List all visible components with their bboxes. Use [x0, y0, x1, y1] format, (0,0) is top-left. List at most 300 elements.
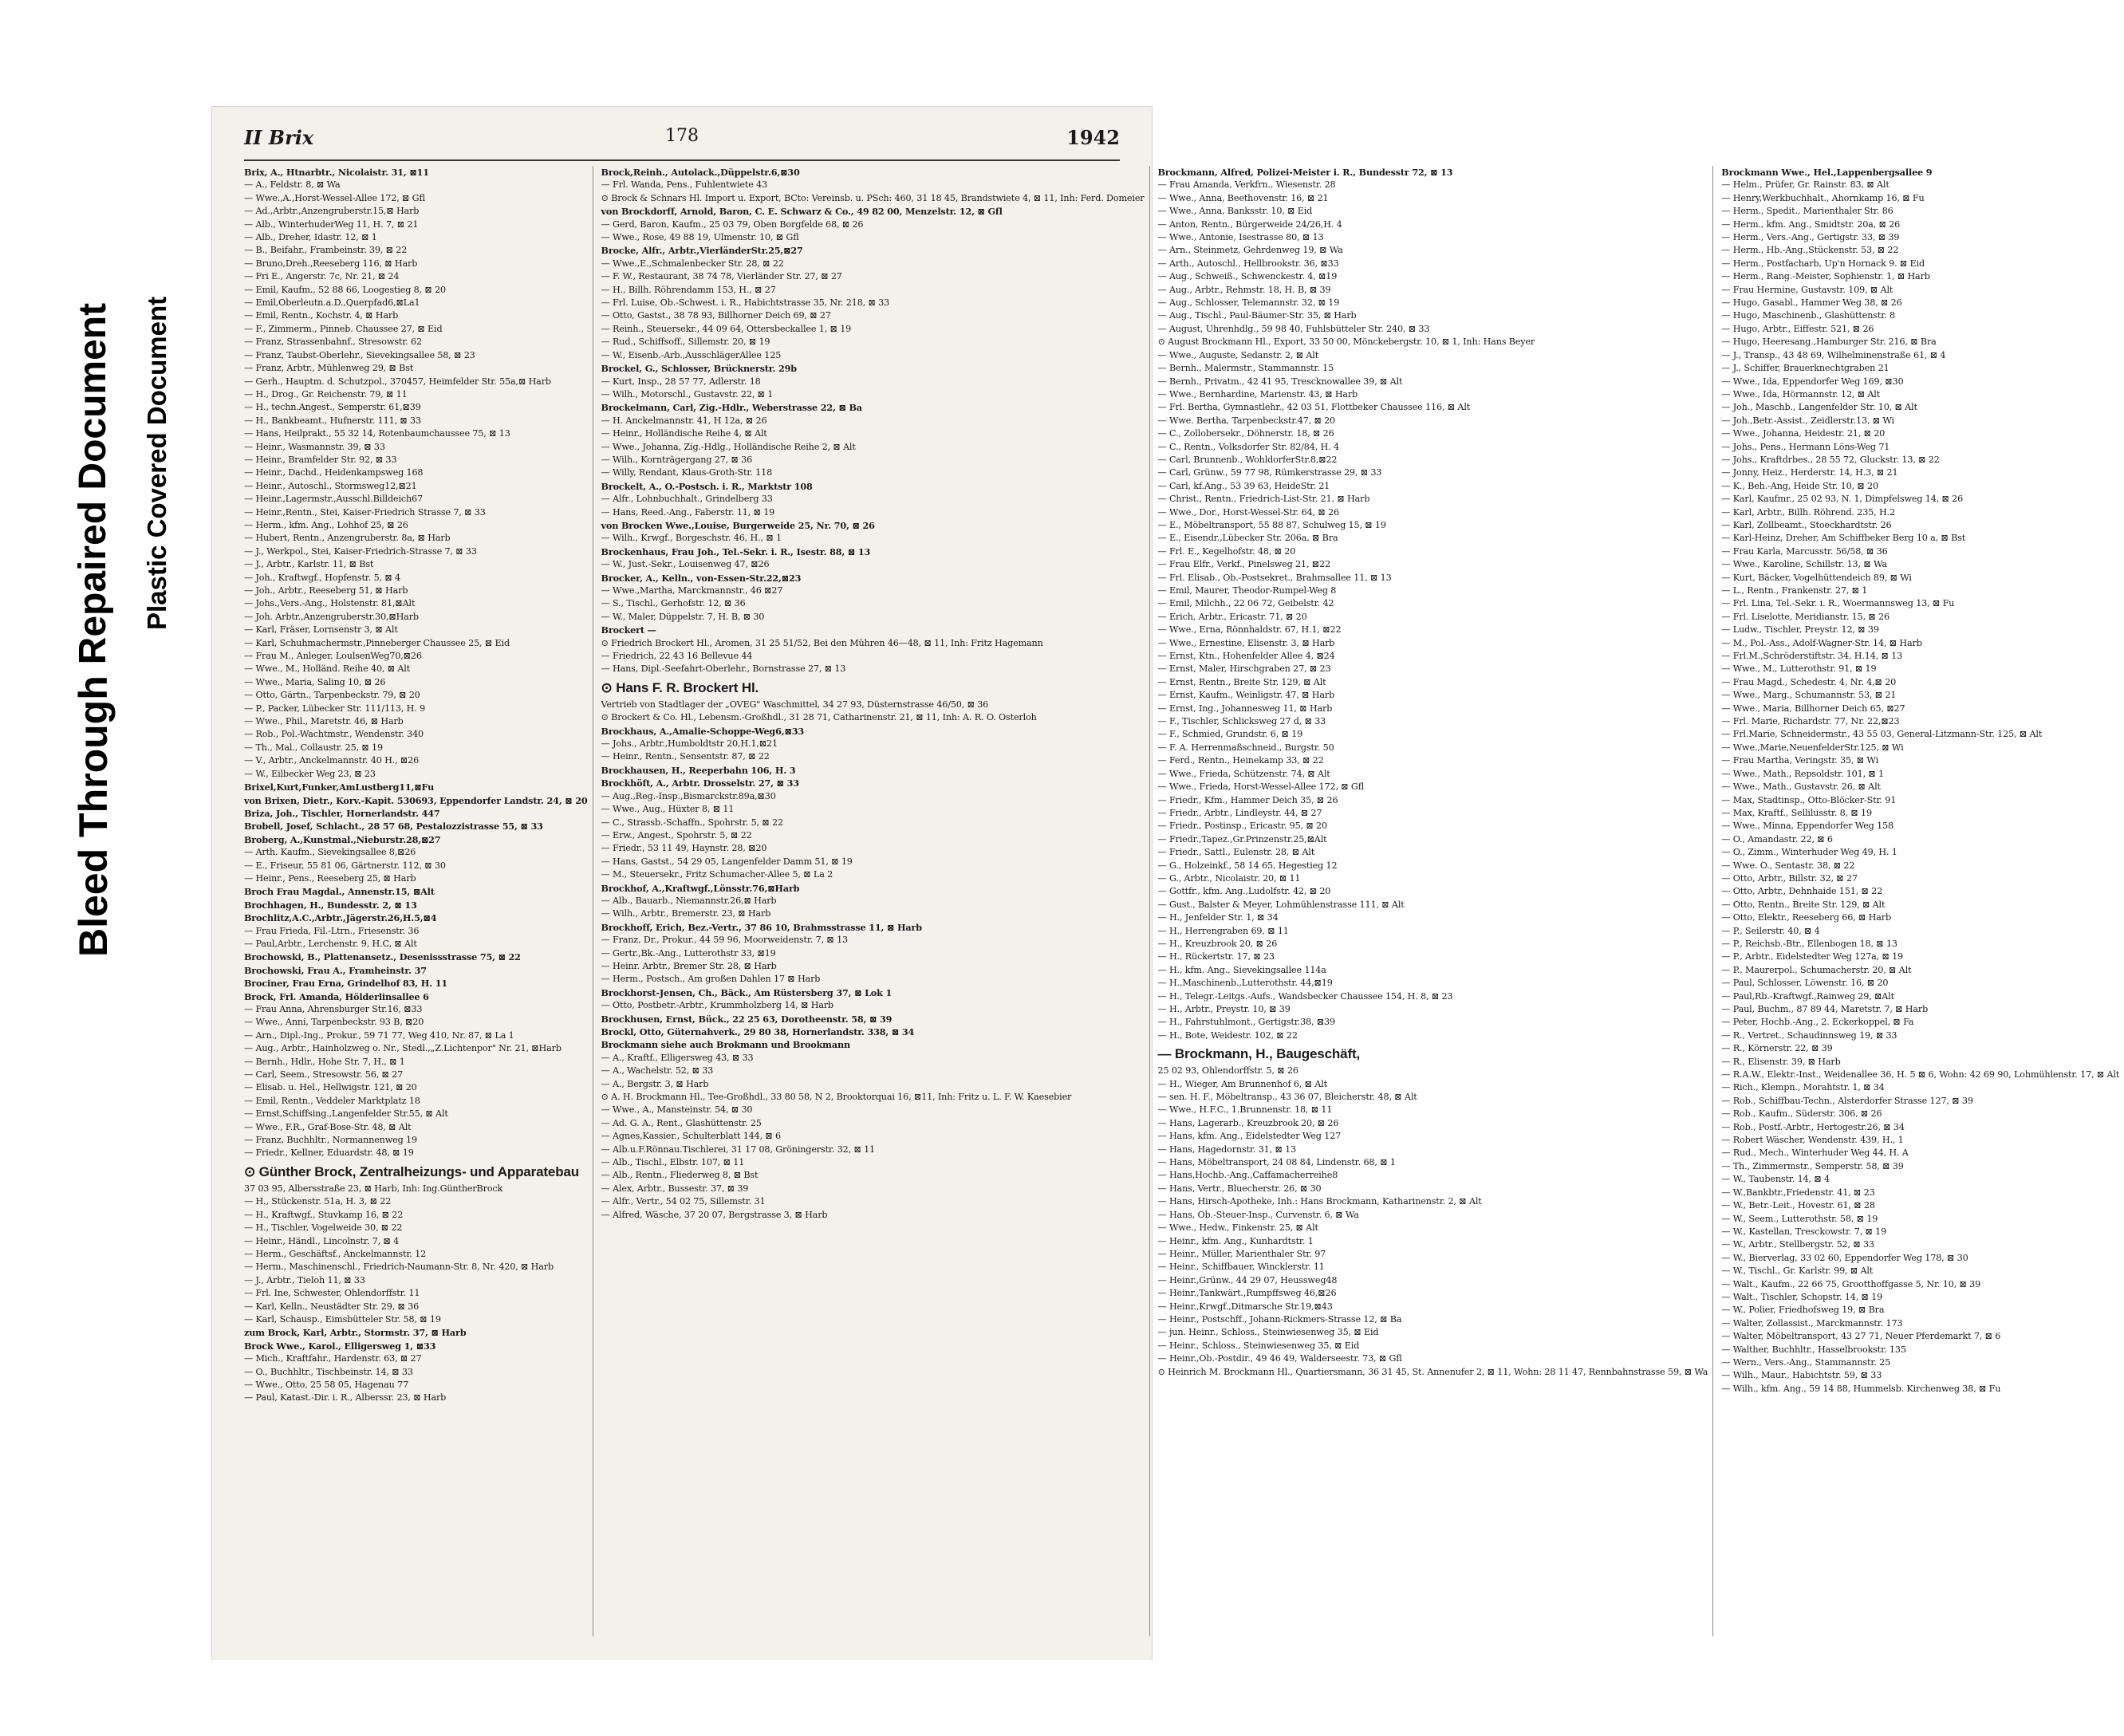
directory-entry: — Max, Stadtinsp., Otto-Blöcker-Str. 91: [1721, 794, 1897, 805]
directory-entry: von Brockdorff, Arnold, Baron, C. E. Schwarz & Co., 49 82 00, Menzelstr. 12, ⊠ Gfl: [601, 206, 1003, 218]
directory-entry: — P., Arbtr., Eidelstedter Weg 127a, ⊠ 19: [1721, 951, 1904, 962]
directory-entry: — Hugo, Heeresang.,Hamburger Str. 216, ⊠ Bra: [1721, 337, 1937, 348]
directory-entry: — Heinr., Schloss., Steinwiesenweg 35, ⊠ Eid: [1157, 1340, 1360, 1351]
directory-entry: — Elisab. u. Hel., Hellwigstr. 121, ⊠ 20: [244, 1082, 417, 1093]
directory-entry: — C., Strassb.-Schaffn., Spohrstr. 5, ⊠ 22: [601, 817, 783, 828]
directory-entry: — C., Zollobersekr., Döhnerstr. 18, ⊠ 26: [1157, 428, 1334, 439]
directory-entry: — Wwe.,E.,Schmalenbecker Str. 28, ⊠ 22: [601, 258, 784, 269]
directory-entry: — Anton, Rentn., Bürgerweide 24/26,H. 4: [1157, 218, 1342, 230]
directory-entry: — J., Arbtr., Tieloh 11, ⊠ 33: [244, 1274, 365, 1285]
directory-entry: — Aug.,Reg.-Insp.,Bismarckstr.89a,⊠30: [601, 790, 776, 801]
directory-entry: — H., Herrengraben 69, ⊠ 11: [1157, 925, 1289, 936]
directory-entry: ⊙ August Brockmann Hl., Export, 33 50 00, Mönckebergstr. 10, ⊠ 1, Inh: Hans Beyer: [1157, 337, 1535, 348]
directory-entry: — Joh.,Betr.-Assist., Zeidlerstr.13, ⊠ Wi: [1721, 415, 1894, 426]
directory-entry: — Heinr., Händl., Lincolnstr. 7, ⊠ 4: [244, 1235, 400, 1246]
directory-entry: — Hugo, Gasabl., Hammer Weg 38, ⊠ 26: [1721, 297, 1902, 309]
directory-entry: — Joh., Arbtr., Reeseberg 51, ⊠ Harb: [244, 585, 408, 596]
directory-entry: — Wwe., Auguste, Sedanstr. 2, ⊠ Alt: [1157, 349, 1319, 360]
directory-entry: Brockhaus, A.,Amalie-Schoppe-Weg6,⊠33: [601, 725, 804, 737]
header-year: 1942: [1066, 126, 1120, 149]
directory-entry: — Rich., Klempn., Morahtstr. 1, ⊠ 34: [1721, 1082, 1885, 1093]
directory-entry: Brock Wwe., Karol., Elligersweg 1, ⊠33: [244, 1340, 436, 1352]
directory-entry: — Heinr., Dachd., Heidenkampsweg 168: [244, 467, 424, 478]
directory-entry: — O., Zimm., Winterhuder Weg 49, H. 1: [1721, 847, 1897, 858]
directory-entry: — Wwe., Anni, Tarpenbeckstr. 93 B, ⊠20: [244, 1017, 424, 1028]
bleed-through-label: [70, 239, 116, 957]
directory-entry: — Emil, Kaufm., 52 88 66, Loogestieg 8, ⊠ 20: [244, 284, 447, 295]
directory-entry: — E., Friseur, 55 81 06, Gärtnerstr. 112, ⊠ 30: [244, 860, 446, 871]
directory-entry: — Heinr., Bramfelder Str. 92, ⊠ 33: [244, 454, 397, 465]
directory-entry: — H., Stückenstr. 51a, H. 3, ⊠ 22: [244, 1196, 392, 1207]
directory-entry: — W., Seem., Lutterothstr. 58, ⊠ 19: [1721, 1213, 1878, 1224]
directory-entry: — P., Seilerstr. 40, ⊠ 4: [1721, 925, 1820, 936]
column-3: [1158, 166, 1714, 1636]
directory-entry: — Franz, Buchhltr., Normannenweg 19: [244, 1135, 417, 1146]
directory-entry: — J., Arbtr., Karlstr. 11, ⊠ Bst: [244, 559, 374, 570]
directory-entry: — Karl, Arbtr., Billh. Röhrend. 235, H.2: [1721, 506, 1895, 518]
directory-entry: — Walter, Zollassist., Marckmannstr. 173: [1721, 1317, 1903, 1329]
directory-entry: — Emil, Maurer, Theodor-Rumpel-Weg 8: [1157, 585, 1337, 596]
directory-entry: — Wilh., Motorschl., Gustavstr. 22, ⊠ 1: [601, 388, 774, 400]
directory-entry: — Wwe., Ida, Hörmannstr. 12, ⊠ Alt: [1721, 388, 1881, 400]
directory-entry: — J., Werkpol., Stei, Kaiser-Friedrich-Strasse 7, ⊠ 33: [244, 545, 477, 557]
directory-entry: Brockhusen, Ernst, Bück., 22 25 63, Dorotheenstr. 58, ⊠ 39: [601, 1013, 893, 1025]
directory-entry: — Max, Kraftf., Sellilusstr. 8, ⊠ 19: [1721, 807, 1872, 818]
directory-entry: — Emil,Oberleutn.a.D.,Querpfad6,⊠La1: [244, 297, 420, 309]
directory-entry: — Herm., Vers.-Ang., Gertigstr. 33, ⊠ 39: [1721, 232, 1900, 243]
directory-entry: — Frau Karla, Marcusstr. 56/58, ⊠ 36: [1721, 545, 1888, 557]
directory-entry: — Heinr., Pens., Reeseberg 25, ⊠ Harb: [244, 872, 416, 884]
directory-entry: Broch Frau Magdal., Annenstr.15, ⊠Alt: [244, 886, 435, 898]
directory-entry: — W.,Bankbtr.,Friedenstr. 41, ⊠ 23: [1721, 1187, 1875, 1198]
directory-entry: — S., Tischl., Gerhofstr. 12, ⊠ 36: [601, 598, 746, 609]
directory-entry: Brockmann, Alfred, Polizei-Meister i. R., Bundesstr 72, ⊠ 13: [1157, 167, 1453, 178]
directory-entry: — M., Pol.-Ass., Adolf-Wagner-Str. 14, ⊠ Harb: [1721, 637, 1922, 648]
directory-entry: ⊙ Friedrich Brockert Hl., Aromen, 31 25 51/52, Bei den Mühren 46—48, ⊠ 11, Inh: Fritz Hagemann: [601, 637, 1043, 648]
directory-entry: — F., Schmied, Grundstr. 6, ⊠ 19: [1157, 729, 1303, 740]
directory-entry: — Friedr., Kellner, Eduardstr. 48, ⊠ 19: [244, 1147, 414, 1159]
directory-entry: — Alex, Arbtr., Bussestr. 37, ⊠ 39: [601, 1183, 749, 1194]
directory-entry: — Heinr., Holländische Reihe 4, ⊠ Alt: [601, 428, 767, 439]
directory-entry: — Bruno,Dreh.,Reeseberg 116, ⊠ Harb: [244, 258, 418, 269]
directory-entry: — E., Möbeltransport, 55 88 87, Schulweg 15, ⊠ 19: [1157, 519, 1386, 530]
directory-entry: — Johs., Arbtr.,Humboldtstr 20,H.1,⊠21: [601, 738, 778, 750]
directory-entry: Brock,Reinh., Autolack.,Düppelstr.6,⊠30: [601, 167, 800, 178]
directory-entry: — Otto, Gastst., 38 78 93, Billhorner Deich 69, ⊠ 27: [601, 310, 831, 321]
directory-entry: — Heinr., Wasmannstr. 39, ⊠ 33: [244, 441, 385, 452]
directory-entry: — E., Eisendr.,Lübecker Str. 206a, ⊠ Bra: [1157, 533, 1338, 544]
directory-entry: — Herm., Hb.-Ang.,Stückenstr. 53, ⊠ 22: [1721, 245, 1899, 256]
directory-entry: — Wwe., Maria, Billhorner Deich 65, ⊠27: [1721, 703, 1905, 714]
directory-entry: — Franz, Arbtr., Mühlenweg 29, ⊠ Bst: [244, 363, 414, 374]
directory-entry: — Heinr., kfm. Ang., Kunhardtstr. 1: [1157, 1235, 1314, 1246]
directory-entry: — H., kfm. Ang., Sievekingsallee 114a: [1157, 964, 1326, 975]
directory-entry: — Herm., Postsch., Am großen Dahlen 17 ⊠ Harb: [601, 974, 821, 985]
directory-entry: — Alfred, Wäsche, 37 20 07, Bergstrasse 3, ⊠ Harb: [601, 1209, 828, 1220]
directory-entry: — Heinr., Schiffbauer, Wincklerstr. 11: [1157, 1262, 1325, 1273]
directory-entry: — Rud., Mech., Winterhuder Weg 44, H. A: [1721, 1147, 1909, 1159]
directory-entry: Brockmann siehe auch Brokmann und Brookmann: [601, 1039, 850, 1051]
directory-entry: von Brocken Wwe.,Louise, Burgerweide 25, Nr. 70, ⊠ 26: [601, 519, 875, 531]
directory-entry: — Johs., Pens., Hermann Löns-Weg 71: [1721, 441, 1890, 452]
directory-entry: — Hans, Hagedornstr. 31, ⊠ 13: [1157, 1144, 1297, 1155]
directory-entry: — Frau Anna, Ahrensburger Str.16, ⊠33: [244, 1004, 423, 1014]
directory-entry: — H. Anckelmannstr. 41, H 12a, ⊠ 26: [601, 415, 767, 426]
directory-entry: zum Brock, Karl, Arbtr., Stormstr. 37, ⊠ Harb: [244, 1327, 467, 1339]
directory-entry: — Heinr.,Krwgf.,Ditmarsche Str.19,⊠43: [1157, 1301, 1333, 1312]
directory-entry: — Otto, Gärtn., Tarpenbeckstr. 79, ⊠ 20: [244, 690, 420, 701]
directory-entry: — Herm., kfm. Ang., Smidtstr. 20a, ⊠ 26: [1721, 218, 1901, 230]
directory-entry: — H., techn.Angest., Semperstr. 61,⊠39: [244, 402, 421, 413]
directory-entry: — Frl. Marie, Richardstr. 77, Nr. 22,⊠23: [1721, 716, 1900, 727]
directory-entry: — R., Elisenstr. 39, ⊠ Harb: [1721, 1056, 1841, 1067]
directory-entry: — Wwe., Minna, Eppendorfer Weg 158: [1721, 821, 1894, 832]
directory-entry: Brochowski, Frau A., Framheinstr. 37: [244, 964, 427, 976]
directory-entry: — Gerd, Baron, Kaufm., 25 03 79, Oben Borgfelde 68, ⊠ 26: [601, 218, 864, 230]
directory-entry: — Joh., Kraftwgf., Hopfenstr. 5, ⊠ 4: [244, 572, 400, 583]
directory-entry: ⊙ Heinrich M. Brockmann Hl., Quartiersmann, 36 31 45, St. Annenufer 2, ⊠ 11, Wohn: 28 11 47, Rennbahnstrasse 59, ⊠ Wa: [1157, 1366, 1708, 1377]
directory-entry: — Rob., Pol.-Wachtmstr., Wendenstr. 340: [244, 729, 424, 740]
directory-entry: Brockhorst-Jensen, Ch., Bäck., Am Rüstersberg 37, ⊠ Lok 1: [601, 986, 893, 998]
directory-entry: Brochowski, B., Plattenansetz., Desenissstrasse 75, ⊠ 22: [244, 951, 521, 963]
directory-entry: — Wwe., Ernestine, Elisenstr. 3, ⊠ Harb: [1157, 637, 1335, 648]
directory-entry: — Frl.M.,Schröderstiftstr. 34, H.14, ⊠ 13: [1721, 651, 1903, 662]
directory-entry: — Alfr., Lohnbuchhalt., Grindelberg 33: [601, 494, 773, 505]
directory-entry: — M., Steuersekr., Fritz Schumacher-Allee 5, ⊠ La 2: [601, 869, 833, 880]
directory-entry: — Arn., Dipl.-Ing., Prokur., 59 71 77, Weg 410, Nr. 87, ⊠ La 1: [244, 1029, 514, 1041]
directory-entry: — Alb., WinterhuderWeg 11, H. 7, ⊠ 21: [244, 218, 419, 230]
directory-entry: Brobell, Josef, Schlacht., 28 57 68, Pestalozzistrasse 55, ⊠ 33: [244, 821, 543, 833]
directory-entry: — Gerh., Hauptm. d. Schutzpol., 370457, Heimfelder Str. 55a,⊠ Harb: [244, 376, 551, 387]
directory-entry: — F. W., Restaurant, 38 74 78, Vierländer Str. 27, ⊠ 27: [601, 271, 842, 282]
directory-entry: — Herm., kfm. Ang., Lohhof 25, ⊠ 26: [244, 519, 408, 530]
directory-entry: — Frl. Wanda, Pens., Fuhlentwiete 43: [601, 179, 768, 191]
directory-entry: — Wwe., Frieda, Horst-Wessel-Allee 172, ⊠ Gfl: [1157, 781, 1365, 793]
directory-entry: — Wwe., Rose, 49 88 19, Ulmenstr. 10, ⊠ Gfl: [601, 232, 799, 243]
directory-entry: — W., Tischl., Gr. Karlstr. 99, ⊠ Alt: [1721, 1266, 1874, 1277]
directory-entry: — Joh. Arbtr.,Anzengruberstr.30,⊠Harb: [244, 611, 419, 622]
directory-entry: — Wwe., Maria, Saling 10, ⊠ 26: [244, 676, 386, 687]
directory-entry: — Wwe., Karoline, Schillstr. 13, ⊠ Wa: [1721, 559, 1887, 570]
directory-entry: — Wwe., Math., Gustavstr. 26, ⊠ Alt: [1721, 781, 1881, 793]
directory-entry: — Arn., Steinmetz, Gehrdenweg 19, ⊠ Wa: [1157, 245, 1343, 256]
directory-entry: — Agnes,Kassier., Schulterblatt 144, ⊠ 6: [601, 1131, 782, 1142]
directory-entry: — Karl, Kelln., Neustädter Str. 29, ⊠ 36: [244, 1301, 420, 1312]
directory-entry: — Heinr. Arbtr., Bremer Str. 28, ⊠ Harb: [601, 960, 777, 971]
directory-entry: — Emil, Rentn., Kochstr. 4, ⊠ Harb: [244, 310, 399, 321]
directory-entry: — Franz, Dr., Prokur., 44 59 96, Moorweidenstr. 7, ⊠ 13: [601, 935, 849, 946]
directory-entry: — F., Tischler, Schlicksweg 27 d, ⊠ 33: [1157, 716, 1326, 727]
directory-entry: — W., Polier, Friedhofsweg 19, ⊠ Bra: [1721, 1305, 1885, 1316]
directory-entry: — Herm., Spedit., Marienthaler Str. 86: [1721, 206, 1893, 217]
directory-entry: — W., Eisenb.-Arb.,AusschlägerAllee 125: [601, 349, 782, 360]
directory-entry: — H., Fahrstuhlmont., Gertigstr.38, ⊠39: [1157, 1017, 1335, 1028]
page-header: [244, 126, 1120, 158]
directory-entry: — Aug., Arbtr., Hainholzweg o. Nr., Stedl.,„Z.Lichtenpor" Nr. 21, ⊠Harb: [244, 1043, 562, 1054]
directory-entry: — Paul, Buchm., 87 89 44, Maretstr. 7, ⊠ Harb: [1721, 1004, 1929, 1014]
directory-entry: — Wwe., Erna, Rönnhaldstr. 67, H.1, ⊠22: [1157, 624, 1342, 636]
directory-entry: ⊙ Günther Brock, Zentralheizungs- und Apparatebau: [244, 1163, 579, 1179]
directory-entry: ⊙ Brock & Schnars Hl. Import u. Export, BCto: Vereinsb. u. PSch: 460, 31 18 45, Brandstwiete 4, ⊠ 11, Inh: Ferd. Domeier: [601, 192, 1145, 203]
directory-entry: — Ludw., Tischler, Preystr. 12, ⊠ 39: [1721, 624, 1879, 636]
directory-entry: — Gertr.,Bk.-Ang., Lutterothstr 33, ⊠19: [601, 947, 776, 959]
directory-entry: — P., Reichsb.-Btr., Ellenbogen 18, ⊠ 13: [1721, 938, 1897, 949]
directory-entry: — Wwe., Anna, Beethovenstr. 16, ⊠ 21: [1157, 192, 1329, 203]
directory-entry: — Friedr., Arbtr., Lindleystr. 44, ⊠ 27: [1157, 807, 1322, 818]
directory-entry: — J., Schiffer, Brauerknechtgraben 21: [1721, 363, 1890, 374]
directory-entry: — Wwe., F.R., Graf-Bose-Str. 48, ⊠ Alt: [244, 1121, 412, 1132]
directory-entry: — Alfr., Vertr., 54 02 75, Sillemstr. 31: [601, 1196, 766, 1207]
directory-entry: — W., Betr.-Leit., Hovestr. 61, ⊠ 28: [1721, 1200, 1875, 1211]
directory-entry: — Herm., Postfacharb, Up'n Hornack 9. ⊠ Eid: [1721, 258, 1925, 269]
directory-entry: — Erw., Angest., Spohrstr. 5, ⊠ 22: [601, 829, 752, 840]
directory-entry: — Hans, kfm. Ang., Eidelstedter Weg 127: [1157, 1131, 1342, 1142]
directory-entry: — Heinr.,Lagermstr.,Ausschl.Billdeich67: [244, 494, 423, 505]
directory-entry: — Wwe., H.F.C., 1.Brunnenstr. 18, ⊠ 11: [1157, 1104, 1333, 1116]
directory-entry: — Ferd., Rentn., Heinekamp 33, ⊠ 22: [1157, 755, 1324, 766]
directory-entry: — Friedr., 53 11 49, Haynstr. 28, ⊠20: [601, 843, 767, 854]
directory-entry: — Herm., Rang.-Meister, Sophienstr. 1, ⊠ Harb: [1721, 271, 1930, 282]
directory-entry: — Hugo, Maschinenb., Glashüttenstr. 8: [1721, 310, 1895, 321]
directory-entry: — Wern., Vers.-Ang., Stammannstr. 25: [1721, 1356, 1891, 1368]
directory-entry: — Henry,Werkbuchhalt., Ahornkamp 16, ⊠ Fu: [1721, 192, 1925, 203]
directory-entry: — Franz, Strassenbahnf., Stresowstr. 62: [244, 337, 422, 348]
directory-entry: — Wwe.,Marie,NeuenfelderStr.125, ⊠ Wi: [1721, 742, 1904, 753]
directory-entry: — Hans, Möbeltransport, 24 08 84, Lindenstr. 68, ⊠ 1: [1157, 1157, 1396, 1168]
directory-entry: — Frau Elfr., Verkf., Pinelsweg 21, ⊠22: [1157, 559, 1330, 570]
directory-entry: — B., Beifahr., Frambeinstr. 39, ⊠ 22: [244, 245, 408, 256]
directory-entry: — Paul, Katast.-Dir. i. R., Alberssr. 23, ⊠ Harb: [244, 1392, 447, 1403]
directory-entry: Brockmann Wwe., Hel.,Lappenbergsallee 9: [1721, 167, 1933, 178]
directory-entry: — H., Jenfelder Str. 1, ⊠ 34: [1157, 912, 1279, 923]
directory-entry: — Mich., Kraftfahr., Hardenstr. 63, ⊠ 27: [244, 1353, 422, 1364]
header-rule: [244, 159, 1120, 161]
directory-entry: ⊙ Brockert & Co. Hl., Lebensm.-Großhdl., 31 28 71, Catharinenstr. 21, ⊠ 11, Inh: A. R. O. Osterloh: [601, 712, 1037, 723]
directory-entry: — F. A. Herrenmaßschneid., Burgstr. 50: [1157, 742, 1334, 753]
directory-entry: — Wwe. Bertha, Tarpenbeckstr.47, ⊠ 20: [1157, 415, 1336, 426]
directory-entry: — Aug., Schweiß., Schwenckestr. 4, ⊠19: [1157, 271, 1338, 282]
directory-entry: — J., Transp., 43 48 69, Wilhelminenstraße 61, ⊠ 4: [1721, 349, 1946, 360]
directory-entry: — Hans, Heilprakt., 55 32 14, Rotenbaumchaussee 75, ⊠ 13: [244, 428, 510, 439]
directory-entry: — Herm., Geschäftsf., Anckelmannstr. 12: [244, 1248, 427, 1259]
directory-entry: — Wwe., Johanna, Zig.-Hdlg., Holländische Reihe 2, ⊠ Alt: [601, 441, 856, 452]
directory-entry: — Arth., Autoschl., Hellbrookstr. 36, ⊠33: [1157, 258, 1339, 269]
directory-entry: — Carl, Brunnenb., WohldorferStr.8,⊠22: [1157, 454, 1338, 465]
directory-entry: — H., Bote, Weidestr. 102, ⊠ 22: [1157, 1029, 1298, 1041]
directory-entry: Vertrieb von Stadtlager der „OVEG" Waschmittel, 34 27 93, Düsternstrasse 46/50, ⊠ 36: [601, 699, 989, 710]
directory-entry: — Carl, kf.Ang., 53 39 63, HeideStr. 21: [1157, 480, 1330, 491]
directory-entry: — August, Uhrenhdlg., 59 98 40, Fuhlsbütteler Str. 240, ⊠ 33: [1157, 323, 1430, 334]
directory-entry: Brixel,Kurt,Funker,AmLustberg11,⊠Fu: [244, 781, 435, 793]
directory-entry: Brix, A., Htnarbtr., Nicolaistr. 31, ⊠11: [244, 167, 429, 178]
directory-entry: — Wilh., Maur., Habichtstr. 59, ⊠ 33: [1721, 1370, 1882, 1381]
directory-entry: — Wwe., Johanna, Heidestr. 21, ⊠ 20: [1721, 428, 1886, 439]
directory-entry: — sen. H. F., Möbeltransp., 43 36 07, Bleicherstr. 48, ⊠ Alt: [1157, 1092, 1417, 1103]
directory-entry: — Hans, Reed.-Ang., Faberstr. 11, ⊠ 19: [601, 506, 775, 518]
directory-entry: — Fri E., Angerstr. 7c, Nr. 21, ⊠ 24: [244, 271, 400, 282]
directory-entry: — Karl, Fräser, Lornsenstr 3, ⊠ Alt: [244, 624, 398, 636]
directory-entry: — Wwe., Otto, 25 58 05, Hagenau 77: [244, 1379, 409, 1390]
directory-entry: — H., Billh. Röhrendamm 153, H., ⊠ 27: [601, 284, 776, 295]
directory-entry: — Frau Frieda, Fil.-Ltrn., Friesenstr. 36: [244, 925, 420, 936]
directory-entry: — R.A.W., Elektr.-Inst., Weidenallee 36, H. 5 ⊠ 6, Wohn: 42 69 90, Lohmühlenstr. 17, ⊠ Alt: [1721, 1069, 2120, 1081]
directory-entry: — Aug., Schlosser, Telemannstr. 32, ⊠ 19: [1157, 297, 1340, 309]
directory-entry: Brockelmann, Carl, Zig.-Hdlr., Weberstrasse 22, ⊠ Ba: [601, 402, 862, 414]
directory-entry: Brockhoff, Erich, Bez.-Vertr., 37 86 10, Brahmsstrasse 11, ⊠ Harb: [601, 921, 922, 933]
directory-entry: — Wilh., Arbtr., Bremerstr. 23, ⊠ Harb: [601, 908, 771, 919]
bleed-through-text: Bleed Through: [71, 675, 116, 957]
directory-entry: — H., Kreuzbrook 20, ⊠ 26: [1157, 938, 1278, 949]
directory-entry: Brockhöft, A., Arbtr. Drosselstr. 27, ⊠ 33: [601, 777, 799, 789]
directory-entry: — Karl-Heinz, Dreher, Am Schiffbeker Berg 10 a, ⊠ Bst: [1721, 533, 1966, 544]
directory-entry: — Wwe., M., Holländ. Reihe 40, ⊠ Alt: [244, 663, 411, 675]
directory-entry: — Heinr., Postschff., Johann-Rickmers-Strasse 12, ⊠ Ba: [1157, 1313, 1402, 1325]
directory-entry: — Karl, Schuhmachermstr.,Pinneberger Chaussee 25, ⊠ Eid: [244, 637, 510, 648]
directory-entry: — Kurt, Bäcker, Vogelhüttendeich 89, ⊠ Wi: [1721, 572, 1912, 583]
directory-entry: — W., Eilbecker Weg 23, ⊠ 23: [244, 768, 376, 779]
directory-entry: — P., Maurerpol., Schumacherstr. 20, ⊠ Alt: [1721, 964, 1912, 975]
plastic-covered-label: Plastic Covered Document: [142, 296, 171, 630]
directory-entry: — Frl. Luise, Ob.-Schwest. i. R., Habichtstrasse 35, Nr. 218, ⊠ 33: [601, 297, 890, 309]
directory-entry: — Aug., Tischl., Paul-Bäumer-Str. 35, ⊠ Harb: [1157, 310, 1357, 321]
directory-entry: — A., Bergstr. 3, ⊠ Harb: [601, 1078, 709, 1089]
directory-entry: — Johs.,Vers.-Ang., Holstenstr. 81,⊠Alt: [244, 598, 416, 609]
directory-entry: — L., Rentn., Frankenstr. 27, ⊠ 1: [1721, 585, 1868, 596]
directory-entry: — Otto, Arbtr., Billstr. 32, ⊠ 27: [1721, 872, 1858, 884]
directory-entry: — Wwe., Ida, Eppendorfer Weg 169, ⊠30: [1721, 376, 1904, 387]
directory-entry: — C., Rentn., Volksdorfer Str. 82/84, H. 4: [1157, 441, 1339, 452]
directory-entry: — Wwe., Frieda, Schützenstr. 74, ⊠ Alt: [1157, 768, 1330, 779]
directory-entry: von Brixen, Dietr., Korv.-Kapit. 530693, Eppendorfer Landstr. 24, ⊠ 20: [244, 794, 588, 806]
page-bottom-margin: [207, 1660, 1276, 1736]
directory-entry: — Paul,Rb.-Kraftwgf.,Rainweg 29, ⊠Alt: [1721, 990, 1894, 1002]
directory-entry: — Heinr., Autoschl., Stormsweg12,⊠21: [244, 480, 417, 491]
directory-entry: — Hans, Dipl.-Seefahrt-Oberlehr., Bornstrasse 27, ⊠ 13: [601, 663, 846, 675]
directory-entry: — Heinr.,Rentn., Stei, Kaiser-Friedrich Strasse 7, ⊠ 33: [244, 506, 486, 518]
directory-entry: — Aug., Arbtr., Rehmstr. 18, H. B, ⊠ 39: [1157, 284, 1331, 295]
directory-entry: ⊙ Hans F. R. Brockert Hl.: [601, 679, 759, 695]
directory-entry: — Herm., Maschinenschl., Friedrich-Naumann-Str. 8, Nr. 420, ⊠ Harb: [244, 1262, 554, 1273]
directory-entry: — W., Arbtr., Stellbergstr. 52, ⊠ 33: [1721, 1239, 1874, 1250]
directory-columns: [244, 166, 2120, 1636]
directory-entry: Brockhof, A.,Kraftwgf.,Lönsstr.76,⊠Harb: [601, 882, 800, 894]
directory-entry: — Alb., Tischl., Elbstr. 107, ⊠ 11: [601, 1157, 745, 1168]
directory-entry: — Walter, Möbeltransport, 43 27 71, Neuer Pferdemarkt 7, ⊠ 6: [1721, 1331, 2001, 1342]
directory-entry: — Rob., Schiffbau-Techn., Alsterdorfer Strasse 127, ⊠ 39: [1721, 1095, 1973, 1106]
directory-entry: — Otto, Postbetr.-Arbtr., Krummholzberg 14, ⊠ Harb: [601, 1000, 834, 1011]
directory-entry: — P., Packer, Lübecker Str. 111/113, H. 9: [244, 703, 426, 714]
directory-entry: — Gust., Balster & Meyer, Lohmühlenstrasse 111, ⊠ Alt: [1157, 899, 1405, 910]
directory-entry: — Paul,Arbtr., Lerchenstr. 9, H.C, ⊠ Alt: [244, 938, 417, 949]
directory-entry: — Frl. Lina, Tel.-Sekr. i. R., Woermannsweg 13, ⊠ Fu: [1721, 598, 1955, 609]
directory-entry: — Karl, Kaufmr., 25 02 93, N. 1, Dimpfelsweg 14, ⊠ 26: [1721, 494, 1964, 505]
directory-entry: — Wilh., Kornträgergang 27, ⊠ 36: [601, 454, 753, 465]
directory-entry: — Wwe., Phil., Maretstr. 46, ⊠ Harb: [244, 716, 404, 727]
directory-entry: — Bernh., Hdlr., Hohe Str. 7, H., ⊠ 1: [244, 1056, 405, 1067]
directory-entry: — Christ., Rentn., Friedrich-List-Str. 21, ⊠ Harb: [1157, 494, 1370, 505]
directory-entry: Brociner, Frau Erna, Grindelhof 83, H. 11: [244, 978, 447, 990]
directory-entry: — Carl, Grünw., 59 77 98, Rümkerstrasse 29, ⊠ 33: [1157, 467, 1382, 478]
directory-entry: — Heinr., Müller, Marienthaler Str. 97: [1157, 1248, 1326, 1259]
directory-entry: — O., Buchhltr., Tischbeinstr. 14, ⊠ 33: [244, 1366, 413, 1377]
directory-entry: — Reinh., Steuersekr., 44 09 64, Ottersbeckallee 1, ⊠ 19: [601, 323, 852, 334]
directory-entry: — Emil, Milchh., 22 06 72, Geibelstr. 42: [1157, 598, 1334, 609]
page-top-margin: [207, 32, 1276, 107]
directory-entry: — Friedr., Postinsp., Ericastr. 95, ⊠ 20: [1157, 821, 1327, 832]
directory-entry: — Wwe., M., Lutterothstr. 91, ⊠ 19: [1721, 663, 1877, 675]
directory-entry: Brocke, Alfr., Arbtr.,VierländerStr.25,⊠27: [601, 245, 803, 257]
directory-entry: — Th., Mal., Collaustr. 25, ⊠ 19: [244, 742, 383, 753]
directory-entry: — Arth. Kaufm., Sievekingsallee 8,⊠26: [244, 847, 416, 858]
directory-entry: — Frl. E., Kegelhofstr. 48, ⊠ 20: [1157, 545, 1296, 557]
directory-entry: — A., Feldstr. 8, ⊠ Wa: [244, 179, 341, 191]
directory-entry: — Heinr.,Tankwärt.,Rumpffsweg 46,⊠26: [1157, 1288, 1337, 1299]
directory-entry: — G., Holzeinkf., 58 14 65, Hegestieg 12: [1157, 860, 1338, 871]
directory-entry: — Wilh., Krwgf., Borgeschstr. 46, H., ⊠ 1: [601, 533, 782, 544]
directory-entry: — Otto, Arbtr., Dehnhaide 151, ⊠ 22: [1721, 886, 1883, 897]
directory-entry: — Frl. Ine, Schwester, Ohlendorffstr. 11: [244, 1288, 420, 1299]
directory-entry: Brockenhaus, Frau Joh., Tel.-Sekr. i. R., Isestr. 88, ⊠ 13: [601, 545, 871, 557]
directory-entry: — K., Beh.-Ang, Heide Str. 10, ⊠ 20: [1721, 480, 1878, 491]
directory-entry: — Gottfr., kfm. Ang.,Ludolfstr. 42, ⊠ 20: [1157, 886, 1331, 897]
directory-entry: — Frl. Bertha, Gymnastlehr., 42 03 51, Flottbeker Chaussee 116, ⊠ Alt: [1157, 402, 1471, 413]
directory-entry: Brockl, Otto, Güternahverk., 29 80 38, Hornerlandstr. 338, ⊠ 34: [601, 1026, 915, 1037]
directory-entry: — Frau Martha, Veringstr. 35, ⊠ Wi: [1721, 755, 1878, 766]
directory-entry: Briza, Joh., Tischler, Hornerlandstr. 447: [244, 807, 440, 819]
directory-entry: Brock, Frl. Amanda, Hölderlinsallee 6: [244, 990, 429, 1002]
directory-entry: — Brockmann, H., Baugeschäft,: [1157, 1046, 1361, 1062]
directory-entry: — Wwe., A., Mansteinstr. 54, ⊠ 30: [601, 1104, 753, 1116]
directory-entry: — Robert Wäscher, Wendenstr. 439, H., 1: [1721, 1135, 1904, 1146]
directory-entry: — Alb., Bauarb., Niemannstr.26,⊠ Harb: [601, 895, 777, 906]
directory-entry: — Walther, Buchhltr., Hasselbrookstr. 135: [1721, 1344, 1906, 1355]
directory-entry: — Kurt, Insp., 28 57 77, Adlerstr. 18: [601, 376, 761, 387]
column-4: [1721, 166, 2124, 1636]
directory-entry: Brockelt, A., O.-Postsch. i. R., Marktstr 108: [601, 480, 813, 492]
directory-entry: — H., Tischler, Vogelweide 30, ⊠ 22: [244, 1222, 403, 1234]
directory-entry: — Wwe., Aug., Hüxter 8, ⊠ 11: [601, 804, 735, 815]
directory-entry: — Friedr., Kfm., Hammer Deich 35, ⊠ 26: [1157, 794, 1338, 805]
directory-entry: — Otto, Elektr., Reeseberg 66, ⊠ Harb: [1721, 912, 1891, 923]
directory-entry: — H., Kraftwgf., Stuvkamp 16, ⊠ 22: [244, 1209, 404, 1220]
directory-entry: — Ernst,Schiffsing.,Langenfelder Str.55, ⊠ Alt: [244, 1108, 448, 1120]
directory-entry: — Frl. Elisab., Ob.-Postsekret., Brahmsallee 11, ⊠ 13: [1157, 572, 1392, 583]
directory-entry: — Th., Zimmermstr., Semperstr. 58, ⊠ 39: [1721, 1160, 1904, 1171]
directory-entry: — Bernh., Privatm., 42 41 95, Trescknowallee 39, ⊠ Alt: [1157, 376, 1403, 387]
directory-entry: — jun. Heinr., Schloss., Steinwiesenweg 35, ⊠ Eid: [1157, 1327, 1379, 1338]
directory-entry: — Paul, Schlosser, Löwenstr. 16, ⊠ 20: [1721, 978, 1889, 989]
directory-entry: — Friedr., Sattl., Eulenstr. 28, ⊠ Alt: [1157, 847, 1315, 858]
directory-entry: — Wwe.,Martha, Marckmannstr., 46 ⊠27: [601, 585, 783, 596]
directory-entry: — H., Rückertstr. 17, ⊠ 23: [1157, 951, 1275, 962]
directory-entry: — Walt., Kaufm., 22 66 75, Grootthoffgasse 5, Nr. 10, ⊠ 39: [1721, 1278, 1981, 1289]
directory-entry: — Jonny, Heiz., Herderstr. 14, H.3, ⊠ 21: [1721, 467, 1898, 478]
directory-entry: Brockhausen, H., Reeperbahn 106, H. 3: [601, 764, 796, 776]
directory-entry: — W., Bierverlag, 33 02 60, Eppendorfer Weg 178, ⊠ 30: [1721, 1252, 1968, 1263]
directory-entry: — Peter, Hochb.-Ang., 2. Eckerkoppel, ⊠ Fa: [1721, 1017, 1914, 1028]
directory-entry: — Franz, Taubst-Oberlehr., Sievekingsallee 58, ⊠ 23: [244, 349, 475, 360]
directory-entry: — R., Körnerstr. 22, ⊠ 39: [1721, 1043, 1833, 1054]
directory-entry: — Wwe.,A.,Horst-Wessel-Allee 172, ⊠ Gfl: [244, 192, 425, 203]
directory-entry: — W., Just.-Sekr., Louisenweg 47, ⊠26: [601, 559, 770, 570]
directory-entry: — G., Arbtr., Nicolaistr. 20, ⊠ 11: [1157, 872, 1301, 884]
directory-entry: — Hans,Hochb.-Ang.,Caffamacherreihe8: [1157, 1170, 1338, 1181]
directory-entry: — Walt., Tischler, Schopstr. 14, ⊠ 19: [1721, 1291, 1883, 1302]
directory-entry: — Carl, Seem., Stresowstr. 56, ⊠ 27: [244, 1069, 404, 1081]
directory-entry: — Hans, Vertr., Bluecherstr. 26, ⊠ 30: [1157, 1183, 1322, 1194]
directory-entry: Brocker, A., Kelln., von-Essen-Str.22,⊠23: [601, 572, 802, 584]
directory-entry: — Frau M., Anleger. LoulsenWeg70,⊠26: [244, 651, 422, 662]
